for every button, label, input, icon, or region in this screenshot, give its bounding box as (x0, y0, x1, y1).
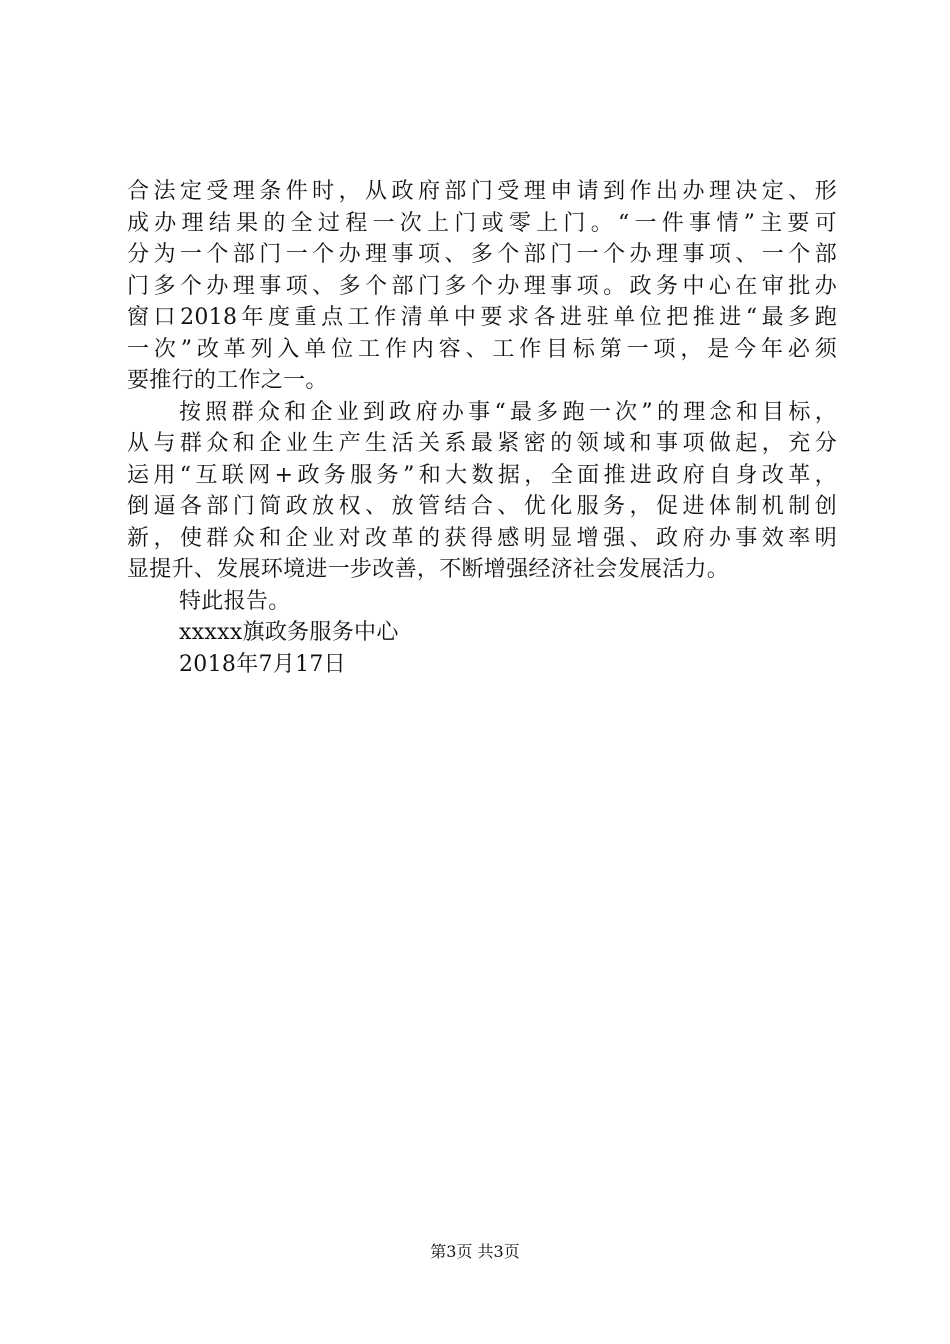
paragraph-2 (127, 397, 837, 586)
paragraph-line: 要推行的工作之一。 (127, 368, 328, 393)
paragraph-line: 从与群众和企业生产生活关系最紧密的领域和事项做起，充分 (127, 431, 837, 456)
page-footer: 第3页 共3页 (430, 1242, 520, 1261)
paragraph-line: 门多个办理事项、多个部门多个办理事项。政务中心在审批办 (127, 273, 837, 299)
paragraph-line: 一次”改革列入单位工作内容、工作目标第一项，是今年必须 (127, 336, 837, 362)
paragraph-line: 分为一个部门一个办理事项、多个部门一个办理事项、一个部 (127, 242, 837, 267)
paragraph-line: 按照群众和企业到政府办事“最多跑一次”的理念和目标， (179, 399, 837, 425)
paragraph-1 (127, 176, 837, 397)
paragraph-line: 合法定受理条件时，从政府部门受理申请到作出办理决定、形 (127, 179, 837, 204)
signature-line: xxxxx旗政务服务中心 (179, 620, 399, 645)
closing-line: 特此报告。 (179, 588, 291, 614)
paragraph-line: 成办理结果的全过程一次上门或零上门。“一件事情”主要可 (127, 210, 837, 236)
paragraph-line: 倒逼各部门简政放权、放管结合、优化服务，促进体制机制创 (127, 494, 837, 519)
date-line: 2018年7月17日 (179, 651, 346, 677)
paragraph-line: 新，使群众和企业对改革的获得感明显增强、政府办事效率明 (127, 525, 837, 551)
paragraph-line: 窗口2018年度重点工作清单中要求各进驻单位把推进“最多跑 (127, 305, 837, 330)
document-body (127, 176, 837, 680)
paragraph-line: 运用“互联网+政务服务”和大数据，全面推进政府自身改革， (127, 462, 837, 488)
paragraph-line: 显提升、发展环境进一步改善，不断增强经济社会发展活力。 (127, 557, 730, 582)
